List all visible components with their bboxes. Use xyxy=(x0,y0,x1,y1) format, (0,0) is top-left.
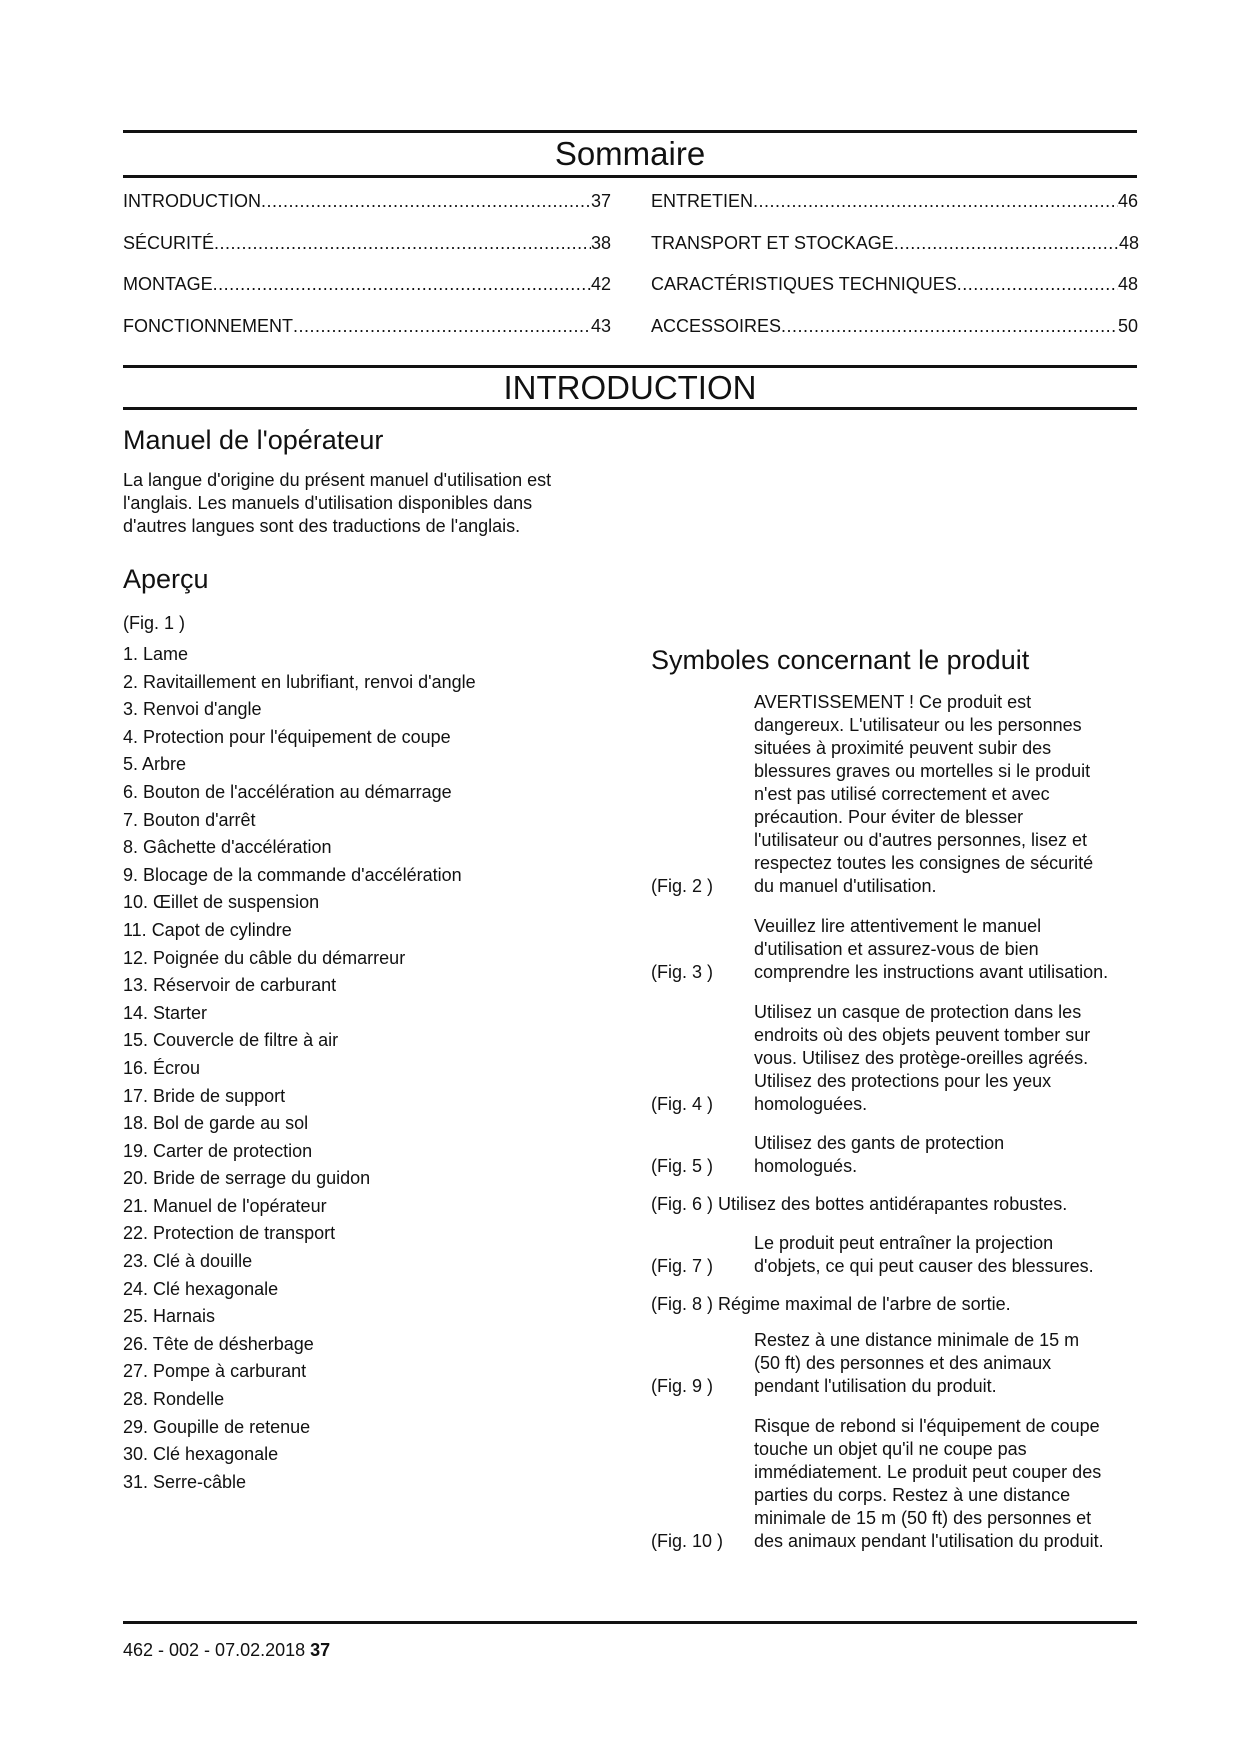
list-item: 20. Bride de serrage du guidon xyxy=(123,1168,371,1189)
list-item: 30. Clé hexagonale xyxy=(123,1444,279,1465)
list-item: 9. Blocage de la commande d'accélération xyxy=(123,864,462,885)
list-item: 8. Gâchette d'accélération xyxy=(123,837,332,858)
symbol-entry-fig-9: (Fig. 9 ) Restez à une distance minimale de 15 m (50 ft) des personnes et des animaux pendant l'utilisation du produit. xyxy=(651,1330,1080,1396)
list-item: 12. Poignée du câble du démarreur xyxy=(123,947,406,968)
figure-ref: (Fig. 2 ) xyxy=(651,876,714,896)
symbols-heading: Symboles concernant le produit xyxy=(651,645,1030,675)
footer-rule xyxy=(123,1621,1137,1624)
symbol-entry-fig-8: (Fig. 8 ) Régime maximal de l'arbre de sortie. xyxy=(651,1294,1011,1314)
list-item: 13. Réservoir de carburant xyxy=(123,975,337,996)
figure-ref: (Fig. 3 ) xyxy=(651,962,714,982)
symbol-entry-fig-10: (Fig. 10 ) Risque de rebond si l'équipement de coupe touche un objet qu'il ne coupe pas immédiatement. Le produit peut couper des parties du corps. Restez à une distance minimale de 15 m (50 ft) des personnes et des animaux pendant l'utilisation du produit. xyxy=(651,1416,1104,1551)
introduction-title: INTRODUCTION xyxy=(503,369,757,406)
list-item: 28. Rondelle xyxy=(123,1389,225,1410)
list-item: 25. Harnais xyxy=(123,1306,216,1327)
list-item: 19. Carter de protection xyxy=(123,1140,313,1161)
toc-entry-montage[interactable]: MONTAGE ..... 42 xyxy=(123,272,611,296)
list-item: 7. Bouton d'arrêt xyxy=(123,809,256,830)
overview-figure-ref: (Fig. 1 ) xyxy=(123,613,186,633)
sommaire-title: Sommaire xyxy=(554,135,706,172)
toc-entry-transport-stockage[interactable]: TRANSPORT ET STOCKAGE ..... 48 xyxy=(651,231,1139,255)
figure-ref: (Fig. 10 ) xyxy=(651,1531,724,1551)
symbol-entry-fig-5: (Fig. 5 ) Utilisez des gants de protection homologués. xyxy=(651,1133,1005,1176)
list-item: 6. Bouton de l'accélération au démarrage xyxy=(123,781,452,802)
list-item: 24. Clé hexagonale xyxy=(123,1278,279,1299)
list-item: 23. Clé à douille xyxy=(123,1251,253,1272)
toc-entry-securite[interactable]: SÉCURITÉ ..... 38 xyxy=(123,231,611,255)
list-item: 15. Couvercle de filtre à air xyxy=(123,1030,339,1051)
list-item: 27. Pompe à carburant xyxy=(123,1361,307,1382)
figure-ref: (Fig. 4 ) xyxy=(651,1094,714,1114)
list-item: 11. Capot de cylindre xyxy=(123,919,292,940)
sommaire-bottom-rule xyxy=(123,175,1137,178)
page-footer xyxy=(123,1639,330,1661)
manual-heading: Manuel de l'opérateur xyxy=(123,425,384,455)
list-item: 18. Bol de garde au sol xyxy=(123,1113,309,1134)
toc-entry-entretien[interactable]: ENTRETIEN ..... 46 xyxy=(651,189,1138,213)
figure-ref: (Fig. 6 ) xyxy=(651,1194,714,1214)
list-item: 29. Goupille de retenue xyxy=(123,1416,311,1437)
list-item: 10. Œillet de suspension xyxy=(123,892,320,913)
toc-entry-accessoires[interactable]: ACCESSOIRES ..... 50 xyxy=(651,314,1138,338)
list-item: 16. Écrou xyxy=(123,1057,201,1078)
list-item: 5. Arbre xyxy=(123,754,187,775)
figure-ref: (Fig. 8 ) xyxy=(651,1294,714,1314)
list-item: 21. Manuel de l'opérateur xyxy=(123,1195,327,1216)
list-item: 1. Lame xyxy=(123,644,189,664)
symbol-entry-fig-4: (Fig. 4 ) Utilisez un casque de protection dans les endroits où des objets peuvent tomber sur vous. Utilisez des protège-oreilles agréés. Utilisez des protections pour les yeux homologuées. xyxy=(651,1002,1091,1114)
figure-ref: (Fig. 7 ) xyxy=(651,1256,714,1276)
figure-ref: (Fig. 5 ) xyxy=(651,1156,714,1176)
symbol-entry-fig-2: (Fig. 2 ) AVERTISSEMENT ! Ce produit est dangereux. L'utilisateur ou les personnes situées à proximité peuvent subir des blessures graves ou mortelles si le produit n'est pas utilisé correctement et avec précaution. Pour éviter de blesser l'utilisateur ou d'autres personnes, lisez et respectez toutes les consignes de sécurité du manuel d'utilisation. xyxy=(651,692,1094,896)
symbol-entry-fig-3: (Fig. 3 ) Veuillez lire attentivement le manuel d'utilisation et assurez-vous de bien comprendre les instructions avant utilisation. xyxy=(651,916,1109,982)
toc-entry-fonctionnement[interactable]: FONCTIONNEMENT ..... 43 xyxy=(123,314,611,338)
list-item: 22. Protection de transport xyxy=(123,1223,336,1244)
list-item: 2. Ravitaillement en lubrifiant, renvoi d'angle xyxy=(123,671,476,692)
sommaire-top-rule xyxy=(123,130,1137,133)
introduction-bottom-rule xyxy=(123,407,1137,410)
list-item: 26. Tête de désherbage xyxy=(123,1333,314,1354)
list-item: 3. Renvoi d'angle xyxy=(123,699,262,720)
list-item: 14. Starter xyxy=(123,1002,208,1023)
manual-paragraph: La langue d'origine du présent manuel d'utilisation est l'anglais. Les manuels d'utilisation disponibles dans d'autres langues sont des traductions de l'anglais. xyxy=(123,470,552,536)
toc-entry-introduction[interactable]: INTRODUCTION ..... 37 xyxy=(123,189,611,213)
symbol-entry-fig-7: (Fig. 7 ) Le produit peut entraîner la projection d'objets, ce qui peut causer des blessures. xyxy=(651,1233,1094,1276)
overview-heading: Aperçu xyxy=(123,564,209,594)
list-item: 17. Bride de support xyxy=(123,1085,286,1106)
figure-ref: (Fig. 9 ) xyxy=(651,1376,714,1396)
list-item: 4. Protection pour l'équipement de coupe xyxy=(123,726,451,747)
list-item: 31. Serre-câble xyxy=(123,1471,247,1492)
overview-parts-list xyxy=(123,641,476,1496)
toc-entry-caracteristiques-techniques[interactable]: CARACTÉRISTIQUES TECHNIQUES ..... 48 xyxy=(651,272,1138,296)
document-reference: 462 - 002 - 07.02.2018 xyxy=(123,1640,306,1660)
page-number: 37 xyxy=(310,1640,331,1660)
symbol-entry-fig-6: (Fig. 6 ) Utilisez des bottes antidérapantes robustes. xyxy=(651,1194,1068,1214)
